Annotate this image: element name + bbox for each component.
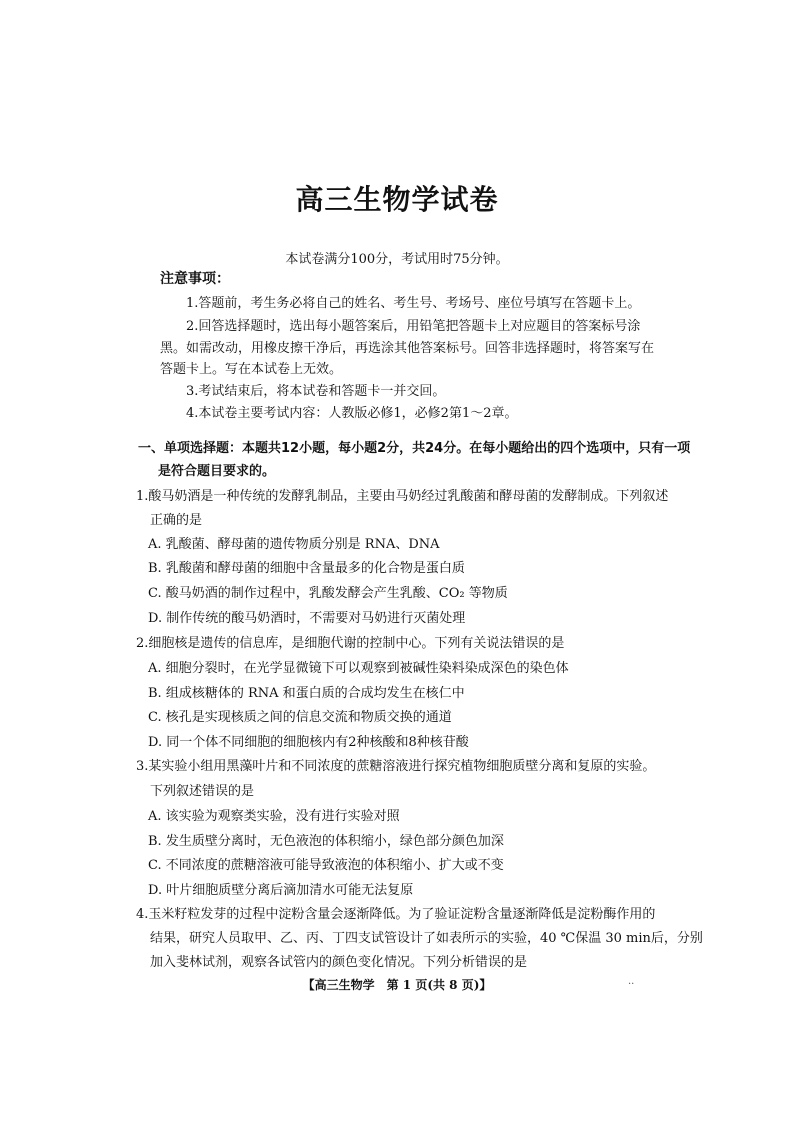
question-stem: 下列叙述错误的是 [150, 784, 255, 799]
question-option: B. 组成核糖体的 RNA 和蛋白质的合成均发生在核仁中 [148, 686, 465, 701]
section-heading: 是符合题目要求的。 [158, 464, 276, 479]
note-line: 答题卡上。写在本试卷上无效。 [160, 362, 343, 377]
note-line: 3.考试结束后，将本试卷和答题卡一并交回。 [186, 384, 446, 399]
note-line: 黑。如需改动，用橡皮擦干净后，再选涂其他答案标号。回答非选择题时，将答案写在 [160, 341, 655, 356]
question-option: D. 制作传统的酸马奶酒时，不需要对马奶进行灭菌处理 [148, 611, 466, 626]
question-option: D. 叶片细胞质壁分离后滴加清水可能无法复原 [148, 883, 414, 898]
question-option: C. 酸马奶酒的制作过程中，乳酸发酵会产生乳酸、CO₂ 等物质 [148, 586, 508, 601]
question-stem: 正确的是 [150, 513, 203, 528]
notes-heading: 注意事项： [160, 271, 230, 287]
question-option: C. 不同浓度的蔗糖溶液可能导致液泡的体积缩小、扩大或不变 [148, 858, 504, 873]
note-line: 1.答题前，考生务必将自己的姓名、考生号、考场号、座位号填写在答题卡上。 [186, 296, 641, 311]
question-option: D. 同一个体不同细胞的细胞核内有2种核酸和8种核苷酸 [148, 735, 469, 750]
question-stem: 4.玉米籽粒发芽的过程中淀粉含量会逐渐降低。为了验证淀粉含量逐渐降低是淀粉酶作用的 [136, 907, 656, 922]
question-option: B. 发生质壁分离时，无色液泡的体积缩小，绿色部分颜色加深 [148, 834, 504, 849]
question-stem: 1.酸马奶酒是一种传统的发酵乳制品，主要由马奶经过乳酸菌和酵母菌的发酵制成。下列叙述 [136, 489, 669, 504]
question-stem: 加入斐林试剂，观察各试管内的颜色变化情况。下列分析错误的是 [150, 955, 528, 970]
section-heading: 一、单项选择题：本题共12小题，每小题2分，共24分。在每小题给出的四个选项中，只有一项 [138, 441, 691, 456]
footer-mark: .. [628, 976, 635, 987]
question-option: C. 核孔是实现核质之间的信息交流和物质交换的通道 [148, 710, 452, 725]
question-option: A. 乳酸菌、酵母菌的遗传物质分别是 RNA、DNA [148, 537, 440, 552]
question-stem: 2.细胞核是遗传的信息库，是细胞代谢的控制中心。下列有关说法错误的是 [136, 636, 565, 651]
note-line: 4.本试卷主要考试内容：人教版必修1，必修2第1～2章。 [186, 406, 518, 421]
page-title: 高三生物学试卷 [295, 183, 499, 216]
question-stem: 结果，研究人员取甲、乙、丙、丁四支试管设计了如表所示的实验，40 ℃保温 30 min后，分别 [150, 931, 703, 946]
note-line: 2.回答选择题时，选出每小题答案后，用铅笔把答题卡上对应题目的答案标号涂 [186, 319, 641, 334]
page-footer: 【高三生物学 第 1 页(共 8 页)】 [302, 978, 492, 992]
question-option: B. 乳酸菌和酵母菌的细胞中含量最多的化合物是蛋白质 [148, 561, 465, 576]
question-option: A. 该实验为观察类实验，没有进行实验对照 [148, 809, 400, 824]
question-option: A. 细胞分裂时，在光学显微镜下可以观察到被碱性染料染成深色的染色体 [148, 661, 569, 676]
exam-info: 本试卷满分100分，考试用时75分钟。 [285, 252, 509, 267]
question-stem: 3.某实验小组用黑藻叶片和不同浓度的蔗糖溶液进行探究植物细胞质壁分离和复原的实验。 [136, 759, 656, 774]
